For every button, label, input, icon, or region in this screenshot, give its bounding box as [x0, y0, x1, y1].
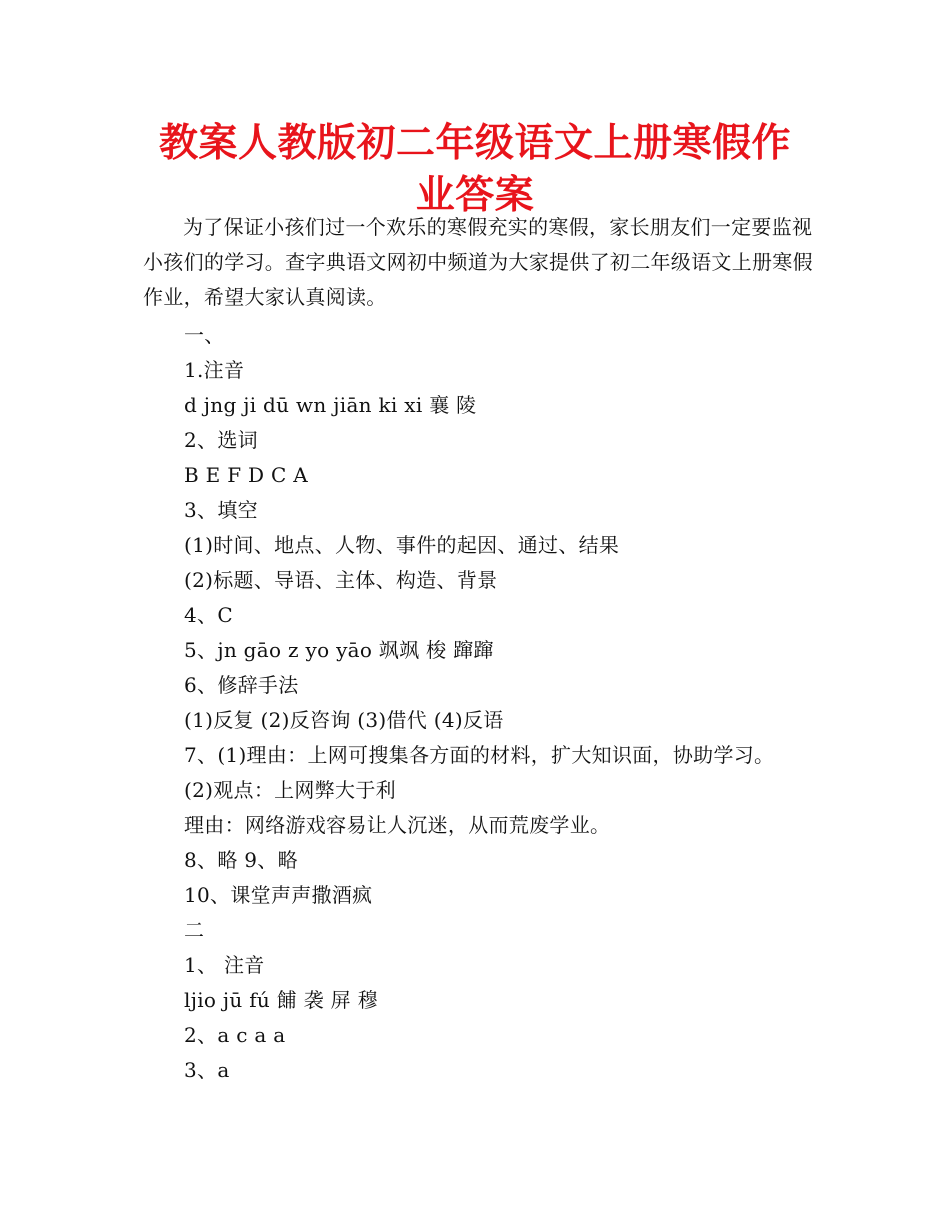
answer-line: ljio jū fú 餔 袭 屏 穆	[184, 988, 378, 1012]
answer-line: 2、a c a a	[184, 1023, 286, 1047]
answer-line: B E F D C A	[184, 463, 309, 487]
intro-paragraph: 为了保证小孩们过一个欢乐的寒假充实的寒假，家长朋友们一定要监视小孩们的学习。查字典语文网初中频道为大家提供了初二年级语文上册寒假作业，希望大家认真阅读。	[143, 215, 813, 309]
answer-line: 8、略 9、略	[184, 848, 298, 872]
answer-line: (2)观点：上网弊大于利	[184, 778, 396, 802]
answer-list	[184, 318, 824, 1088]
document-title: 教案人教版初二年级语文上册寒假作业答案	[158, 121, 791, 218]
answer-line: d jng ji dū wn jiān ki xi 襄 陵	[184, 393, 477, 417]
answer-line: 10、课堂声声撒酒疯	[184, 883, 373, 907]
answer-line: 2、选词	[184, 428, 258, 452]
answer-line: 3、a	[184, 1058, 230, 1082]
answer-line: 理由：网络游戏容易让人沉迷，从而荒废学业。	[184, 813, 611, 837]
answer-line: (1)反复 (2)反咨询 (3)借代 (4)反语	[184, 708, 504, 732]
answer-line: 1、 注音	[184, 953, 265, 977]
answer-line: (2)标题、导语、主体、构造、背景	[184, 568, 498, 592]
answer-line: 二	[184, 918, 205, 942]
answer-line: 3、填空	[184, 498, 258, 522]
answer-line: 1.注音	[184, 358, 245, 382]
answer-line: 4、C	[184, 603, 233, 627]
answer-line: 6、修辞手法	[184, 673, 299, 697]
answer-line: 一、	[184, 323, 225, 347]
answer-line: 5、jn gāo z yo yāo 飒飒 梭 蹿蹿	[184, 638, 494, 662]
answer-line: (1)时间、地点、人物、事件的起因、通过、结果	[184, 533, 620, 557]
answer-line: 7、(1)理由：上网可搜集各方面的材料，扩大知识面，协助学习。	[184, 743, 775, 767]
